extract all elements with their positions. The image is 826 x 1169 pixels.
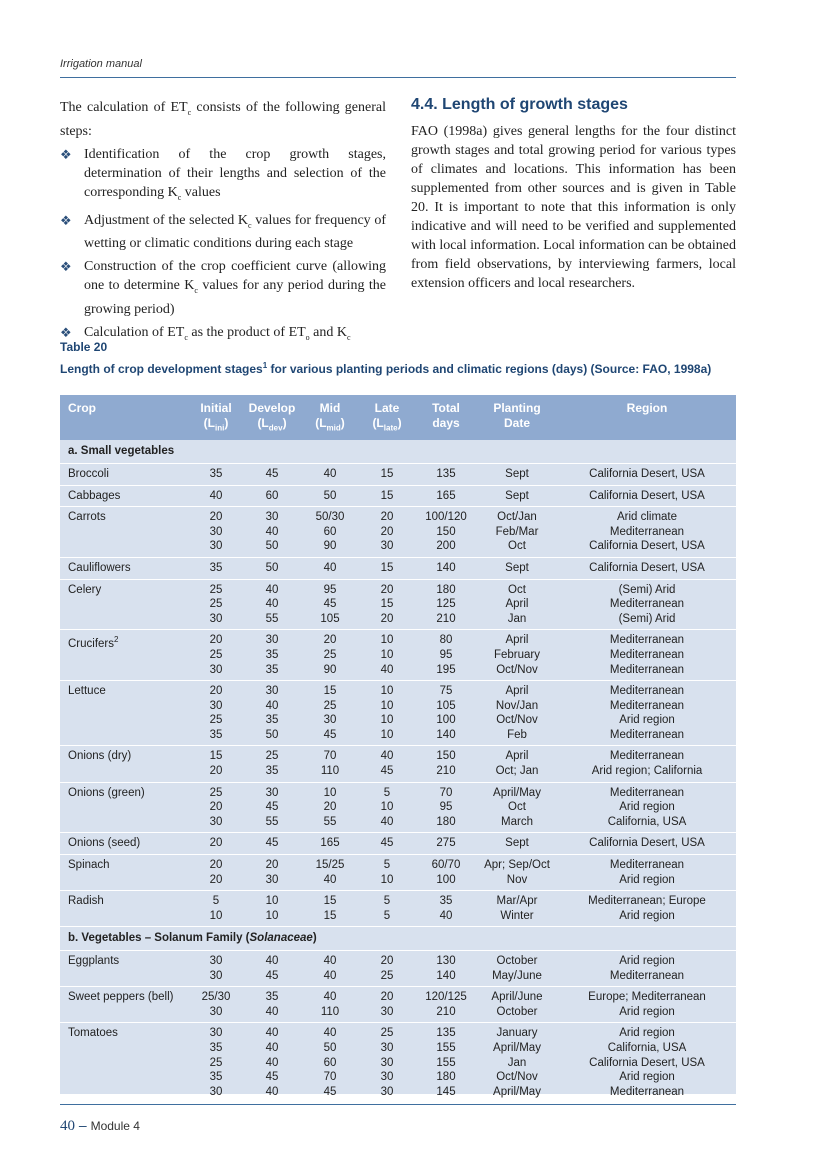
cell-total: 165 [416,485,476,507]
header-crop: Crop [60,395,190,440]
cell-late: 40 45 [358,746,416,782]
crop-name: Lettuce [60,681,190,746]
header-total: Total days [416,395,476,440]
cell-develop: 20 30 [242,855,302,891]
cell-region: California Desert, USA [558,833,736,855]
cell-total: 150 210 [416,746,476,782]
cell-planting-date: Oct April Jan [476,579,558,630]
cell-planting-date: April/June October [476,987,558,1023]
diamond-bullet-icon: ❖ [60,212,72,228]
cell-mid: 20 25 90 [302,630,358,681]
cell-region: Europe; Mediterranean Arid region [558,987,736,1023]
crop-name: Celery [60,579,190,630]
list-item: ❖ Calculation of $ET_c$ as the product of $ET_o$ and $K_c$ [60,325,351,342]
cell-region: Arid region Mediterranean [558,951,736,987]
cell-late: 20 30 [358,987,416,1023]
diamond-bullet-icon: ❖ [60,325,72,341]
cell-total: 135 155 155 180 145 [416,1023,476,1103]
header-planting: Planting Date [476,395,558,440]
cell-region: Mediterranean Arid region California, USA [558,782,736,833]
crop-name: Cauliflowers [60,557,190,579]
cell-planting-date: April/May Oct March [476,782,558,833]
cell-planting-date: January April/May Jan Oct/Nov April/May [476,1023,558,1103]
cell-develop: 35 40 [242,987,302,1023]
cell-region: Arid region California, USA California Desert, USA Arid region Mediterranean [558,1023,736,1103]
cell-mid: 70 110 [302,746,358,782]
list-item: ❖ Identification of the crop growth stages, determination of their lengths and selection of the corresponding $K_c$ values [60,146,386,202]
cell-total: 80 95 195 [416,630,476,681]
cell-initial: 40 [190,485,242,507]
cell-develop: 40 45 [242,951,302,987]
right-column [411,96,736,293]
table-row [60,557,736,579]
cell-mid: 40 [302,463,358,485]
cell-region: Arid climate Mediterranean California Desert, USA [558,507,736,558]
cell-total: 100/120 150 200 [416,507,476,558]
cell-initial: 25 20 30 [190,782,242,833]
crop-name: Cabbages [60,485,190,507]
module-label: Module 4 [90,1119,140,1133]
cell-region: California Desert, USA [558,485,736,507]
table-row [60,507,736,558]
cell-planting-date: Sept [476,833,558,855]
diamond-bullet-icon: ❖ [60,259,72,275]
footer-rule [60,1104,736,1105]
crop-name: Crucifers$^2$ [60,630,190,681]
table-row [60,833,736,855]
cell-initial: 35 [190,463,242,485]
cell-planting-date: Sept [476,557,558,579]
cell-develop: 10 10 [242,891,302,927]
cell-mid: 15 15 [302,891,358,927]
cell-mid: 10 20 55 [302,782,358,833]
cell-initial: 15 20 [190,746,242,782]
intro-paragraph: The calculation of $ET_c$ consists of the following general steps: [60,100,386,139]
cell-mid: 15/25 40 [302,855,358,891]
cell-total: 135 [416,463,476,485]
cell-planting-date: April Nov/Jan Oct/Nov Feb [476,681,558,746]
cell-mid: 40 [302,557,358,579]
section-row [60,927,736,951]
crop-name: Carrots [60,507,190,558]
cell-mid: 50/30 60 90 [302,507,358,558]
cell-late: 5 10 [358,855,416,891]
table-label: Table 20 [60,340,108,354]
cell-total: 60/70 100 [416,855,476,891]
table-row [60,579,736,630]
section-title: b. Vegetables – Solanum Family (Solanaceae) [60,927,736,951]
cell-late: 15 [358,463,416,485]
cell-develop: 45 [242,833,302,855]
cell-initial: 20 30 25 35 [190,681,242,746]
cell-mid: 95 45 105 [302,579,358,630]
cell-total: 180 125 210 [416,579,476,630]
cell-total: 275 [416,833,476,855]
table-row [60,951,736,987]
cell-develop: 30 45 55 [242,782,302,833]
header-region: Region [558,395,736,440]
crop-name: Onions (dry) [60,746,190,782]
cell-planting-date: October May/June [476,951,558,987]
cell-total: 130 140 [416,951,476,987]
cell-initial: 20 20 [190,855,242,891]
table-row [60,987,736,1023]
crop-name: Onions (green) [60,782,190,833]
cell-mid: 50 [302,485,358,507]
cell-late: 10 10 40 [358,630,416,681]
diamond-bullet-icon: ❖ [60,146,72,162]
cell-region: Mediterranean; Europe Arid region [558,891,736,927]
table-row [60,855,736,891]
section-title: a. Small vegetables [60,440,736,463]
table-row [60,681,736,746]
cell-initial: 30 35 25 35 30 [190,1023,242,1103]
cell-develop: 40 40 40 45 40 [242,1023,302,1103]
crop-name: Broccoli [60,463,190,485]
running-header: Irrigation manual [60,58,142,70]
crop-name: Radish [60,891,190,927]
cell-initial: 25/30 30 [190,987,242,1023]
cell-late: 5 5 [358,891,416,927]
table-row [60,630,736,681]
table-caption: Length of crop development stages$^1$ for various planting periods and climatic regions (days) (Source: FAO, 1998a) [60,361,712,376]
page-footer: 40 – Module 4 [60,1117,140,1134]
header-develop: Develop $(L_{dev})$ [242,395,302,440]
cell-develop: 50 [242,557,302,579]
cell-planting-date: Oct/Jan Feb/Mar Oct [476,507,558,558]
cell-total: 35 40 [416,891,476,927]
section-row [60,440,736,463]
cell-mid: 40 50 60 70 45 [302,1023,358,1103]
crop-name: Onions (seed) [60,833,190,855]
cell-region: Mediterranean Mediterranean Arid region Mediterranean [558,681,736,746]
cell-initial: 20 [190,833,242,855]
crop-name: Sweet peppers (bell) [60,987,190,1023]
cell-initial: 25 25 30 [190,579,242,630]
cell-planting-date: Sept [476,463,558,485]
cell-mid: 165 [302,833,358,855]
cell-planting-date: Apr; Sep/Oct Nov [476,855,558,891]
table-row [60,746,736,782]
cell-planting-date: Sept [476,485,558,507]
list-item: ❖ Construction of the crop coefficient curve (allowing one to determine $K_c$ values for any period during the growing period) [60,259,386,318]
crop-name: Spinach [60,855,190,891]
crop-stages-table [60,395,736,1098]
cell-develop: 30 40 50 [242,507,302,558]
cell-mid: 40 110 [302,987,358,1023]
cell-planting-date: April Oct; Jan [476,746,558,782]
cell-mid: 15 25 30 45 [302,681,358,746]
cell-late: 20 20 30 [358,507,416,558]
cell-initial: 20 25 30 [190,630,242,681]
section-heading: 4.4. Length of growth stages [411,96,628,113]
cell-develop: 30 35 35 [242,630,302,681]
cell-region: California Desert, USA [558,557,736,579]
cell-region: Mediterranean Arid region; California [558,746,736,782]
cell-develop: 60 [242,485,302,507]
crop-name: Eggplants [60,951,190,987]
header-mid: Mid $(L_{mid})$ [302,395,358,440]
cell-total: 140 [416,557,476,579]
table-header-row [60,395,736,440]
header-initial: Initial $(L_{ini})$ [190,395,242,440]
cell-total: 70 95 180 [416,782,476,833]
table-row [60,463,736,485]
cell-develop: 25 35 [242,746,302,782]
crop-name: Tomatoes [60,1023,190,1103]
cell-develop: 45 [242,463,302,485]
cell-initial: 5 10 [190,891,242,927]
cell-planting-date: Mar/Apr Winter [476,891,558,927]
header-rule [60,77,736,78]
cell-region: Mediterranean Arid region [558,855,736,891]
table-row [60,1023,736,1103]
table-row [60,891,736,927]
cell-total: 75 105 100 140 [416,681,476,746]
cell-late: 20 15 20 [358,579,416,630]
cell-mid: 40 40 [302,951,358,987]
steps-list [60,145,386,347]
cell-late: 45 [358,833,416,855]
cell-region: California Desert, USA [558,463,736,485]
cell-late: 25 30 30 30 30 [358,1023,416,1103]
cell-initial: 35 [190,557,242,579]
cell-initial: 30 30 [190,951,242,987]
cell-late: 5 10 40 [358,782,416,833]
page-number: 40 [60,1118,75,1134]
left-column [60,98,386,351]
cell-late: 20 25 [358,951,416,987]
cell-initial: 20 30 30 [190,507,242,558]
cell-region: (Semi) Arid Mediterranean (Semi) Arid [558,579,736,630]
cell-late: 15 [358,557,416,579]
cell-total: 120/125 210 [416,987,476,1023]
cell-region: Mediterranean Mediterranean Mediterranean [558,630,736,681]
cell-develop: 30 40 35 50 [242,681,302,746]
section-paragraph: FAO (1998a) gives general lengths for the four distinct growth stages and total growing period for various types of climates and locations. This information has been supplemented from other sources and is given in Table 20. It is important to note that this information is only indicative and will need to be verified and supplemented with local information. Local information can be obtained from field observations, by interviewing farmers, local extension officers and local researchers. [411,124,737,291]
cell-develop: 40 40 55 [242,579,302,630]
header-late: Late $(L_{late})$ [358,395,416,440]
cell-late: 15 [358,485,416,507]
table-row [60,485,736,507]
table-row [60,782,736,833]
cell-late: 10 10 10 10 [358,681,416,746]
cell-planting-date: April February Oct/Nov [476,630,558,681]
list-item: ❖ Adjustment of the selected $K_c$ values for frequency of wetting or climatic conditions during each stage [60,212,387,252]
